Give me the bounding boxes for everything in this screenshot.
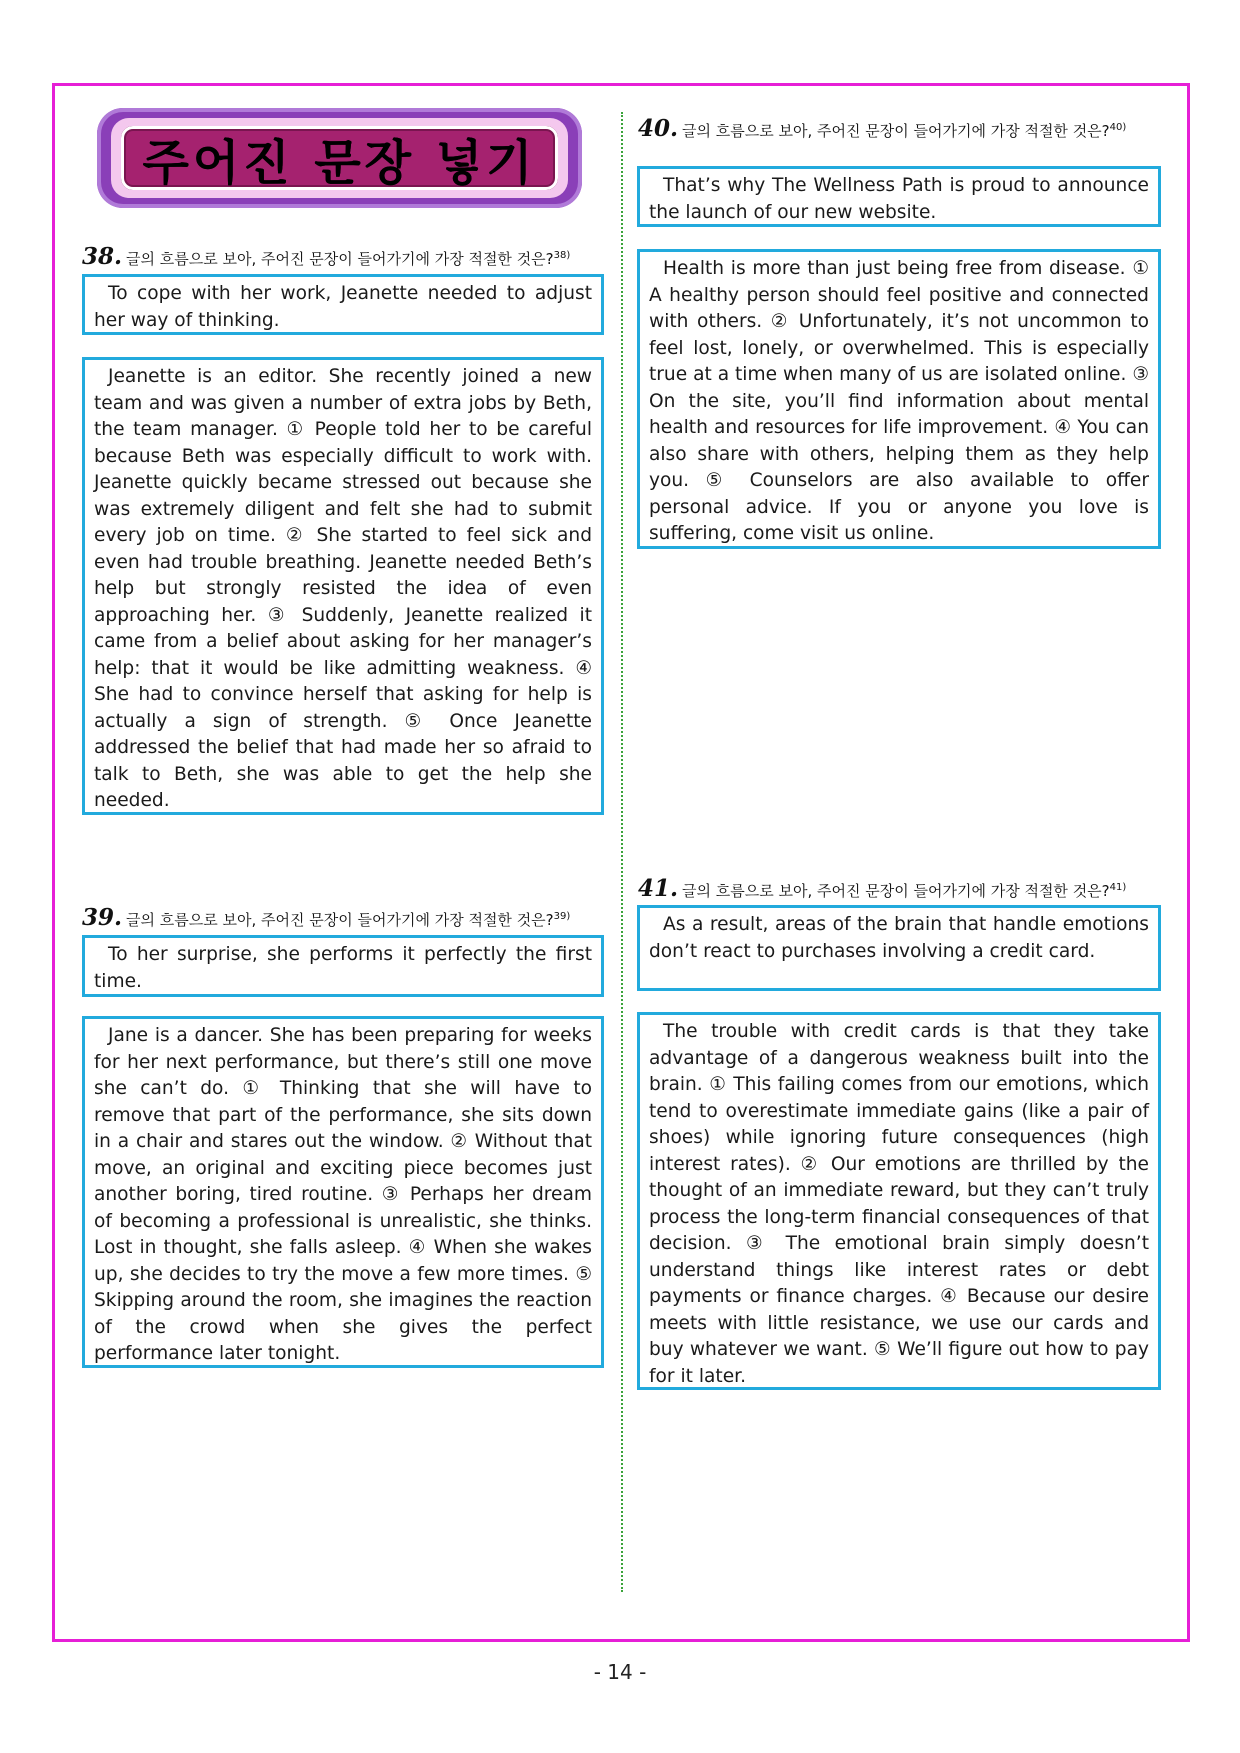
question-40-given-sentence bbox=[637, 166, 1161, 227]
question-40-passage bbox=[637, 249, 1161, 549]
question-38-given-sentence bbox=[82, 274, 604, 335]
question-prompt: 글의 흐름으로 보아, 주어진 문장이 들어가기에 가장 적절한 것은? bbox=[682, 882, 1110, 900]
question-41-passage bbox=[637, 1012, 1161, 1390]
question-40-header bbox=[638, 117, 1162, 142]
passage-text: Health is more than just being free from disease. ① A healthy person should feel positive and connected with others. ② Unfortunately, it’s not uncommon to feel lost, lonely, or overwhelmed. This is especially true at a time when many of us are isolated online. ③ On the site, you’ll find information about mental health and resources for life improvement. ④ You can also share with others, helping them as they help you. ⑤ Counselors are also available to offer personal advice. If you or anyone you love is suffering, come visit us online. bbox=[649, 258, 1149, 544]
question-38-header bbox=[82, 243, 570, 270]
question-number: 41. bbox=[638, 875, 679, 902]
question-39-passage bbox=[82, 1016, 604, 1368]
given-sentence-text: To her surprise, she performs it perfectly the first time. bbox=[94, 944, 592, 992]
question-prompt: 글의 흐름으로 보아, 주어진 문장이 들어가기에 가장 적절한 것은? bbox=[126, 911, 554, 929]
section-title: 주어진 문장 넣기 bbox=[142, 134, 537, 191]
question-39-header bbox=[82, 904, 570, 931]
footnote-ref: 41) bbox=[1109, 882, 1127, 893]
passage-text: Jeanette is an editor. She recently joined a new team and was given a number of extra jobs by Beth, the team manager. ① People told her to be careful because Beth was especially difficult to work with. Jeanette quickly became stressed out because she was extremely diligent and felt she had to submit every job on time. ② She started to feel sick and even had trouble breathing. Jeanette needed Beth’s help but strongly resisted the idea of even approaching her. ③ Suddenly, Jeanette realized it came from a belief about asking for her manager’s help: that it would be like admitting weakness. ④ She had to convince herself that asking for help is actually a sign of strength. ⑤ Once Jeanette addressed the belief that had made her so afraid to talk to Beth, she was able to get the help she needed. bbox=[94, 366, 592, 811]
question-number: 40. bbox=[638, 115, 679, 142]
question-number: 39. bbox=[82, 904, 123, 931]
footnote-ref: 38) bbox=[553, 250, 571, 261]
page-number: - 14 - bbox=[593, 1660, 647, 1684]
section-banner bbox=[97, 108, 582, 208]
given-sentence-text: As a result, areas of the brain that handle emotions don’t react to purchases involving a credit card. bbox=[649, 914, 1149, 962]
passage-text: The trouble with credit cards is that they take advantage of a dangerous weakness built into the brain. ① This failing comes from our emotions, which tend to overestimate immediate gains (like a pair of shoes) while ignoring future consequences (high interest rates). ② Our emotions are thrilled by the thought of an immediate reward, but they can’t truly process the long-term financial consequences of that decision. ③ The emotional brain simply doesn’t understand things like interest rates or debt payments or finance charges. ④ Because our desire meets with little resistance, we use our cards and buy whatever we want. ⑤ We’ll figure out how to pay for it later. bbox=[649, 1021, 1149, 1387]
passage-text: Jane is a dancer. She has been preparing for weeks for her next performance, but there’s still one move she can’t do. ① Thinking that she will have to remove that part of the performance, she sits down in a chair and stares out the window. ② Without that move, an original and exciting piece becomes just another boring, tired routine. ③ Perhaps her dream of becoming a professional is unrealistic, she thinks. Lost in thought, she falls asleep. ④ When she wakes up, she decides to try the move a few more times. ⑤ Skipping around the room, she imagines the reaction of the crowd when she gives the perfect performance later tonight. bbox=[94, 1025, 592, 1364]
footnote-ref: 39) bbox=[553, 911, 571, 922]
question-41-given-sentence bbox=[637, 905, 1161, 991]
banner-inner bbox=[111, 118, 568, 198]
question-38-passage bbox=[82, 357, 604, 815]
given-sentence-text: That’s why The Wellness Path is proud to announce the launch of our new website. bbox=[649, 175, 1149, 223]
question-number: 38. bbox=[82, 243, 123, 270]
question-prompt: 글의 흐름으로 보아, 주어진 문장이 들어가기에 가장 적절한 것은? bbox=[126, 250, 554, 268]
question-39-given-sentence bbox=[82, 935, 604, 997]
column-divider bbox=[621, 112, 623, 1592]
banner-core bbox=[121, 126, 558, 190]
footnote-ref: 40) bbox=[1109, 122, 1127, 133]
question-41-header bbox=[638, 875, 1126, 902]
given-sentence-text: To cope with her work, Jeanette needed to adjust her way of thinking. bbox=[94, 283, 592, 331]
question-prompt: 글의 흐름으로 보아, 주어진 문장이 들어가기에 가장 적절한 것은? bbox=[682, 122, 1110, 140]
